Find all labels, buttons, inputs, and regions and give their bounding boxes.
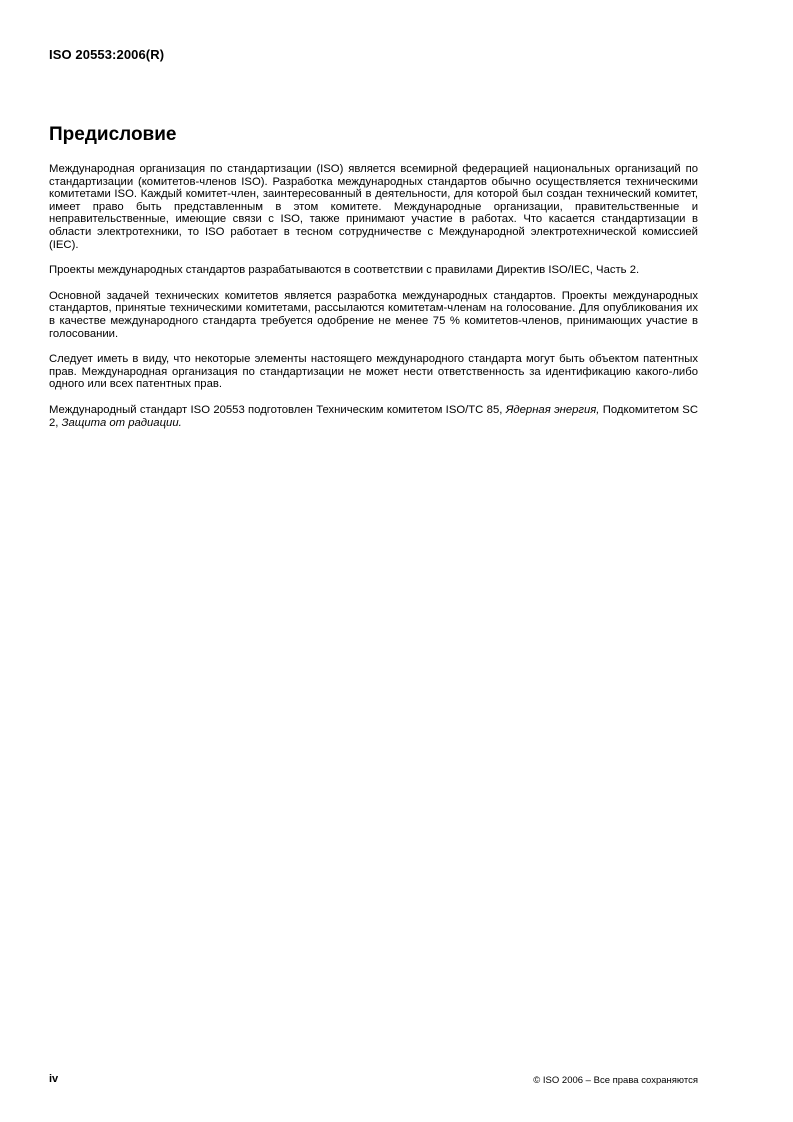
copyright-notice: © ISO 2006 – Все права сохраняются bbox=[533, 1075, 698, 1086]
section-title: Предисловие bbox=[49, 124, 177, 145]
prepared-by-text-1: Международный стандарт ISO 20553 подготовлен Техническим комитетом ISO/TC 85, bbox=[49, 403, 506, 416]
paragraph-prepared-by bbox=[49, 404, 698, 429]
page-number: iv bbox=[49, 1073, 59, 1085]
subcommittee-name: Защита от радиации. bbox=[61, 416, 182, 429]
paragraph-iso-intro: Международная организация по стандартизации (ISO) является всемирной федерацией национальных организаций по стандартизации (комитетов-членов ISO). Разработка международных стандартов обычно осуществляется техническими комитетами ISO. Каждый комитет-член, заинтересованный в деятельности, для которой был создан технический комитет, имеет право быть представленным в этом комитете. Международные организации, правительственные и неправительственные, имеющие связи с ISO, также принимают участие в работах. Что касается стандартизации в области электротехники, то ISO работает в тесном сотрудничестве с Международной электротехнической комиссией (IEC). bbox=[49, 163, 698, 251]
paragraph-directives: Проекты международных стандартов разрабатываются в соответствии с правилами Директив ISO/IEC, Часть 2. bbox=[49, 264, 640, 277]
body-text bbox=[49, 163, 698, 429]
prepared-by-text-2: Подкомитетом SC 2, bbox=[49, 403, 699, 429]
document-id: ISO 20553:2006(R) bbox=[49, 47, 165, 62]
committee-name: Ядерная энергия, bbox=[505, 403, 600, 416]
paragraph-committee-task: Основной задачей технических комитетов является разработка международных стандартов. Проекты международных стандартов, принятые техническими комитетами, рассылаются комитетам-членам на голосование. Для опубликования их в качестве международного стандарта требуется одобрение не менее 75 % комитетов-членов, принимающих участие в голосовании. bbox=[49, 289, 698, 340]
paragraph-patents: Следует иметь в виду, что некоторые элементы настоящего международного стандарта могут быть объектом патентных прав. Международная организация по стандартизации не может нести ответственность за идентификацию какого-либо одного или всех патентных прав. bbox=[49, 353, 698, 391]
